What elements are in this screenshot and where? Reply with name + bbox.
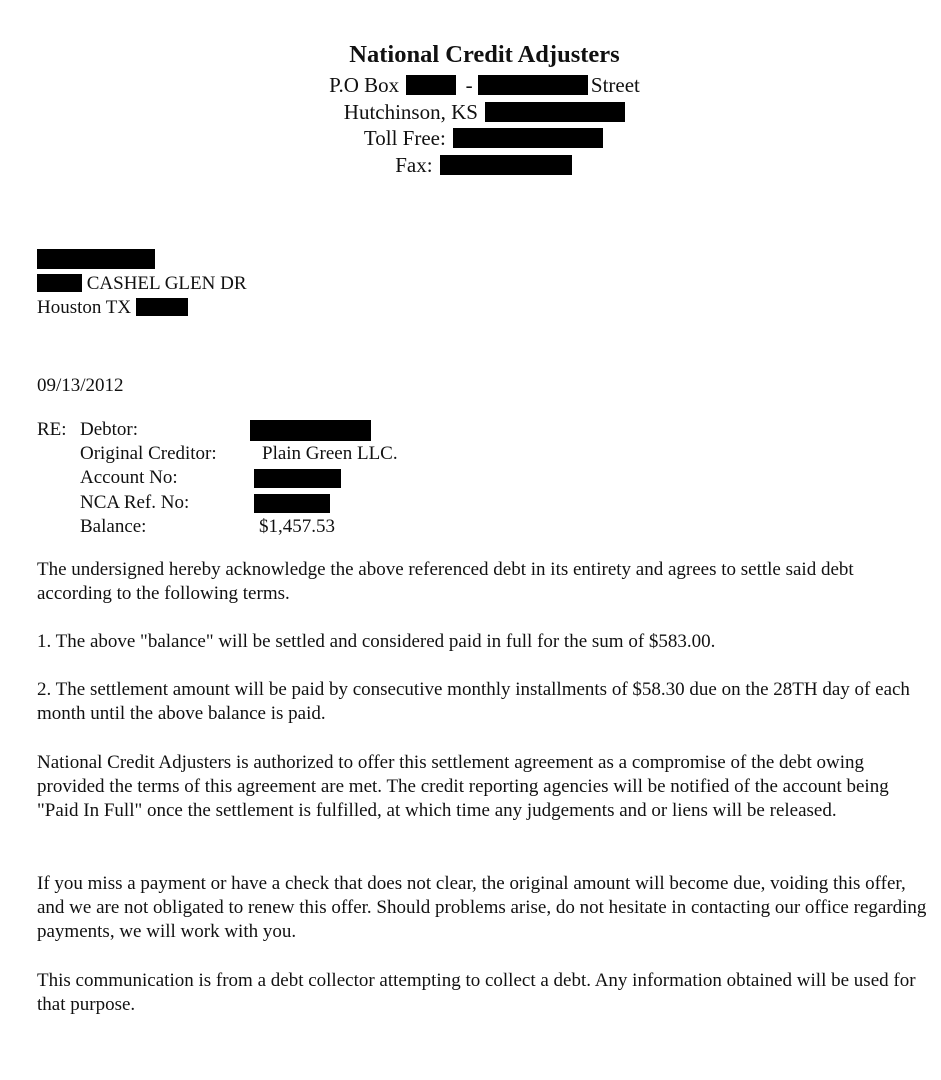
intro-paragraph [37, 558, 927, 606]
addressee-name-line [37, 248, 247, 272]
city-line [0, 99, 941, 126]
addressee-city: Houston TX [37, 297, 132, 318]
account-label: Account No: [80, 467, 178, 489]
redacted-account-number [254, 469, 341, 488]
redacted-addressee-name [37, 249, 155, 269]
term-2-text: 2. The settlement amount will be paid by consecutive monthly installments of $58.30 due on the 28TH day of each month until the above balance is paid. [37, 679, 910, 724]
redacted-addressee-zip [136, 298, 188, 316]
toll-free-label: Toll Free: [363, 126, 446, 150]
pobox-line [0, 72, 941, 99]
letter-date: 09/13/2012 [37, 375, 124, 396]
debtor-label: Debtor: [80, 419, 139, 440]
redacted-debtor-name [250, 420, 371, 441]
term-1-text: 1. The above "balance" will be settled and considered paid in full for the sum of $583.00. [37, 631, 716, 652]
addressee-street-line [37, 272, 247, 296]
pobox-prefix: P.O Box [329, 73, 400, 97]
redacted-nca-ref [254, 494, 330, 513]
redacted-fax-number [440, 155, 572, 175]
toll-free-line [0, 125, 941, 152]
addressee-block [37, 248, 247, 320]
disclaimer-text: This communication is from a debt collector attempting to collect a debt. Any information obtained will be used for that purpose. [37, 970, 916, 1015]
nca-ref-label: NCA Ref. No: [80, 491, 190, 513]
fax-label: Fax: [395, 152, 433, 177]
redacted-street-number [478, 75, 588, 95]
missed-payment-paragraph [37, 872, 927, 944]
authorization-text: National Credit Adjusters is authorized to offer this settlement agreement as a compromise of the debt owing provided the terms of this agreement are met. The credit reporting agencies will be notified of the account being "Paid In Full" once the settlement is fulfilled, at which time any judgements and or liens will be released. [37, 752, 889, 821]
redacted-zip [485, 102, 625, 122]
re-prefix: RE: [37, 419, 67, 440]
pobox-dash: - [465, 73, 473, 97]
authorization-paragraph [37, 751, 927, 823]
original-creditor-label: Original Creditor: [80, 443, 217, 465]
addressee-street: CASHEL GLEN DR [86, 273, 247, 294]
redacted-toll-free-number [453, 128, 603, 148]
pobox-street: Street [590, 73, 640, 97]
intro-text: The undersigned hereby acknowledge the above referenced debt in its entirety and agrees to settle said debt according to the following terms. [37, 559, 854, 604]
disclaimer-paragraph [37, 969, 927, 1017]
letterhead [0, 38, 941, 178]
company-name: National Credit Adjusters [349, 41, 620, 68]
company-city: Hutchinson, KS [343, 99, 478, 124]
addressee-city-line [37, 296, 247, 320]
redacted-pobox-number [406, 75, 456, 95]
term-2-paragraph [37, 678, 927, 726]
original-creditor-value: Plain Green LLC. [262, 443, 398, 465]
term-1-paragraph [37, 630, 927, 654]
fax-line [0, 152, 941, 179]
balance-value: $1,457.53 [259, 515, 335, 537]
redacted-house-number [37, 274, 82, 292]
balance-label: Balance: [80, 515, 147, 537]
missed-payment-text: If you miss a payment or have a check that does not clear, the original amount will become due, voiding this offer, and we are not obligated to renew this offer. Should problems arise, do not hesitate in contacting our office regarding payments, we will work with you. [37, 873, 927, 942]
